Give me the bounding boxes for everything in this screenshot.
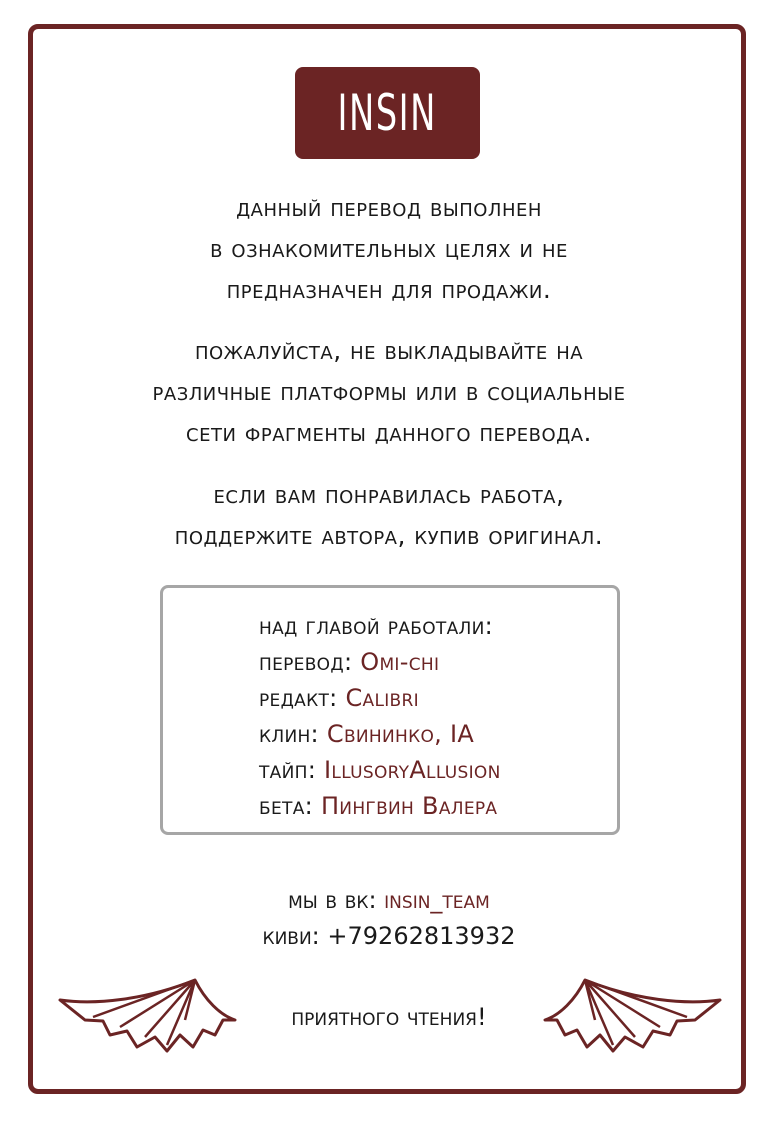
credit-row-typesetting: [259, 752, 501, 788]
credits-heading: над главой работали:: [259, 612, 494, 640]
credit-value: Omi-chi: [360, 648, 440, 676]
notice-line: пожалуйста, не выкладывайте на: [194, 336, 584, 365]
credits-box: [160, 585, 620, 835]
credit-row-translation: [259, 644, 501, 680]
logo-text: INSIN: [337, 84, 438, 142]
notice-line: в ознакомительных целях и не: [210, 234, 568, 263]
vk-link[interactable]: insin_team: [384, 886, 490, 914]
credit-label: тайп:: [259, 756, 317, 784]
notice-paragraph-2: [0, 330, 778, 453]
notice-line: данный перевод выполнен: [236, 193, 542, 222]
credit-row-beta: [259, 788, 501, 824]
credit-label: перевод:: [259, 648, 353, 676]
credit-row-cleaning: [259, 716, 501, 752]
vk-label: мы в вк:: [288, 886, 377, 914]
logo-badge: [295, 67, 480, 159]
credit-value: IllusoryAllusion: [324, 756, 501, 784]
credit-label: клин:: [259, 720, 319, 748]
credit-value: Пингвин Валера: [320, 792, 498, 820]
notice-line: сети фрагменты данного перевода.: [186, 418, 592, 447]
qiwi-number: +79262813932: [327, 922, 516, 950]
credit-label: редакт:: [259, 684, 338, 712]
credit-value: Calibri: [345, 684, 419, 712]
credit-label: бета:: [259, 792, 314, 820]
qiwi-label: киви:: [262, 922, 320, 950]
contact-qiwi: [0, 918, 778, 954]
notice-paragraph-3: [0, 474, 778, 556]
credit-row-editing: [259, 680, 501, 716]
notice-paragraph-1: [0, 187, 778, 310]
contact-vk: [0, 882, 778, 918]
notice-line: поддержите автора, купив оригинал.: [174, 521, 604, 550]
notice-line: предназначен для продажи.: [226, 275, 552, 304]
credit-value: Свининко, IA: [326, 720, 475, 748]
notice-line: различные платформы или в социальные: [152, 377, 626, 406]
notice-line: если вам понравилась работа,: [213, 480, 565, 509]
closing-text: приятного чтения!: [291, 1003, 487, 1031]
